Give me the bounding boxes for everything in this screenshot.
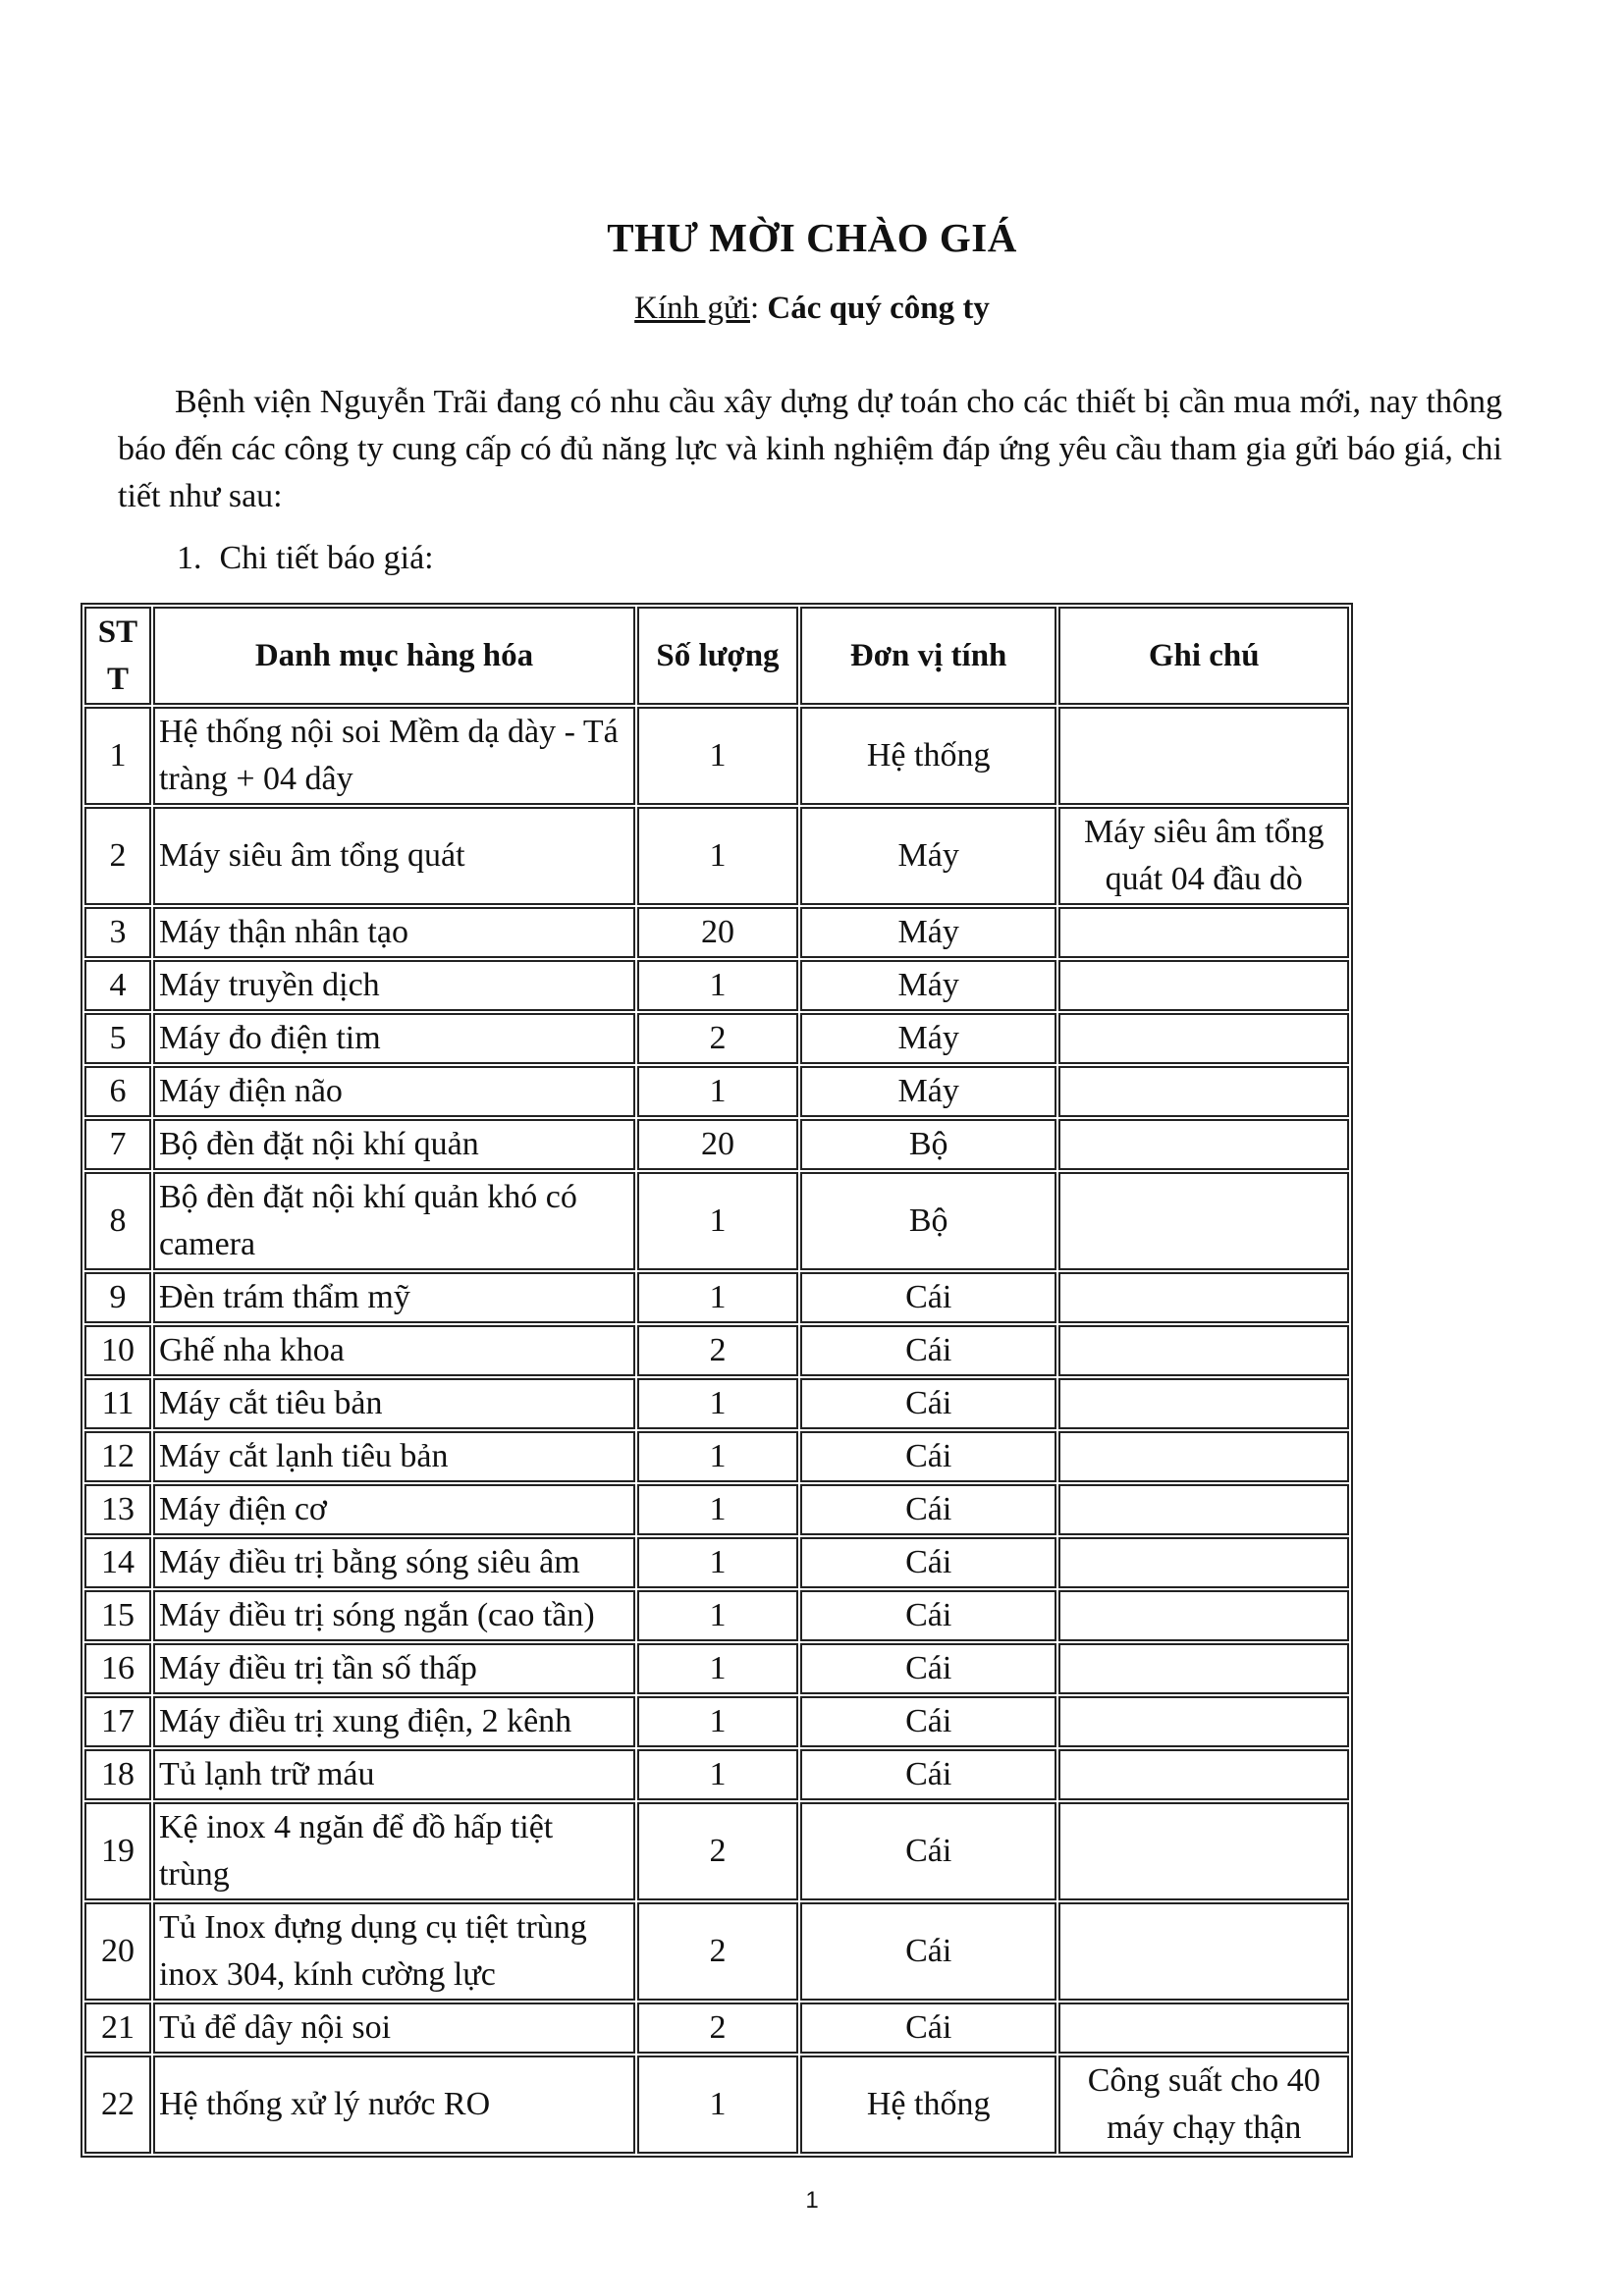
cell-stt: 9 (84, 1272, 151, 1323)
cell-unit: Cái (800, 1590, 1057, 1641)
cell-note (1058, 1013, 1349, 1064)
cell-unit: Hệ thống (800, 707, 1057, 805)
cell-quantity: 1 (637, 2056, 798, 2154)
cell-stt: 16 (84, 1643, 151, 1694)
cell-quantity: 1 (637, 1378, 798, 1429)
table-row (84, 1431, 1349, 1482)
cell-stt: 18 (84, 1749, 151, 1800)
cell-note: Công suất cho 40 máy chạy thận (1058, 2056, 1349, 2154)
cell-quantity: 20 (637, 1119, 798, 1170)
section-heading (177, 540, 434, 577)
cell-quantity: 2 (637, 1013, 798, 1064)
cell-note (1058, 1378, 1349, 1429)
cell-unit: Cái (800, 1325, 1057, 1376)
cell-stt: 21 (84, 2002, 151, 2054)
table-row (84, 2056, 1349, 2154)
table-row (84, 807, 1349, 905)
header-note: Ghi chú (1058, 607, 1349, 705)
header-stt: ST T (84, 607, 151, 705)
cell-quantity: 1 (637, 1272, 798, 1323)
cell-quantity: 1 (637, 807, 798, 905)
cell-note (1058, 1749, 1349, 1800)
cell-item: Máy truyền dịch (153, 960, 635, 1011)
cell-quantity: 2 (637, 1325, 798, 1376)
table-row (84, 1325, 1349, 1376)
table-row (84, 1272, 1349, 1323)
greeting-label: Kính gửi (634, 291, 750, 326)
cell-unit: Máy (800, 807, 1057, 905)
greeting-recipient: Các quý công ty (767, 291, 990, 326)
cell-item: Bộ đèn đặt nội khí quản khó có camera (153, 1172, 635, 1270)
cell-unit: Máy (800, 1013, 1057, 1064)
header-item: Danh mục hàng hóa (153, 607, 635, 705)
page-number: 1 (805, 2187, 819, 2214)
cell-quantity: 1 (637, 707, 798, 805)
table-row (84, 707, 1349, 805)
cell-note (1058, 1802, 1349, 1900)
cell-item: Ghế nha khoa (153, 1325, 635, 1376)
cell-note (1058, 1484, 1349, 1535)
cell-quantity: 20 (637, 907, 798, 958)
cell-quantity: 1 (637, 1537, 798, 1588)
cell-item: Máy cắt lạnh tiêu bản (153, 1431, 635, 1482)
cell-note (1058, 1902, 1349, 2001)
cell-quantity: 2 (637, 1902, 798, 2001)
cell-stt: 6 (84, 1066, 151, 1117)
cell-note: Máy siêu âm tổng quát 04 đầu dò (1058, 807, 1349, 905)
cell-item: Hệ thống nội soi Mềm dạ dày - Tá tràng + 04 dây (153, 707, 635, 805)
document-title: THƯ MỜI CHÀO GIÁ (607, 215, 1017, 260)
cell-stt: 7 (84, 1119, 151, 1170)
table-row (84, 907, 1349, 958)
cell-note (1058, 1431, 1349, 1482)
header-unit: Đơn vị tính (800, 607, 1057, 705)
header-quantity: Số lượng (637, 607, 798, 705)
cell-unit: Cái (800, 1537, 1057, 1588)
cell-item: Đèn trám thẩm mỹ (153, 1272, 635, 1323)
cell-unit: Cái (800, 1802, 1057, 1900)
cell-stt: 13 (84, 1484, 151, 1535)
cell-item: Kệ inox 4 ngăn để đồ hấp tiệt trùng (153, 1802, 635, 1900)
cell-note (1058, 1696, 1349, 1747)
cell-stt: 8 (84, 1172, 151, 1270)
table-row (84, 1902, 1349, 2001)
cell-unit: Máy (800, 960, 1057, 1011)
table-row (84, 1378, 1349, 1429)
cell-quantity: 1 (637, 1643, 798, 1694)
cell-item: Máy điều trị tần số thấp (153, 1643, 635, 1694)
table-row (84, 1643, 1349, 1694)
cell-note (1058, 1272, 1349, 1323)
quote-table (81, 603, 1353, 2158)
intro-paragraph: Bệnh viện Nguyễn Trãi đang có nhu cầu xây dựng dự toán cho các thiết bị cần mua mới, nay thông báo đến các công ty cung cấp có đủ năng lực và kinh nghiệm đáp ứng yêu cầu tham gia gửi báo giá, chi tiết như sau: (118, 384, 1502, 514)
cell-stt: 19 (84, 1802, 151, 1900)
cell-stt: 4 (84, 960, 151, 1011)
cell-stt: 10 (84, 1325, 151, 1376)
cell-item: Máy thận nhân tạo (153, 907, 635, 958)
cell-stt: 5 (84, 1013, 151, 1064)
cell-stt: 3 (84, 907, 151, 958)
cell-stt: 20 (84, 1902, 151, 2001)
cell-stt: 1 (84, 707, 151, 805)
cell-stt: 11 (84, 1378, 151, 1429)
cell-unit: Cái (800, 1431, 1057, 1482)
cell-quantity: 1 (637, 1749, 798, 1800)
cell-note (1058, 1643, 1349, 1694)
cell-unit: Bộ (800, 1119, 1057, 1170)
cell-quantity: 1 (637, 960, 798, 1011)
cell-quantity: 1 (637, 1431, 798, 1482)
table-row (84, 1119, 1349, 1170)
greeting-line (0, 291, 1624, 327)
cell-stt: 2 (84, 807, 151, 905)
cell-item: Máy cắt tiêu bản (153, 1378, 635, 1429)
cell-stt: 12 (84, 1431, 151, 1482)
cell-stt: 17 (84, 1696, 151, 1747)
cell-note (1058, 1590, 1349, 1641)
cell-unit: Cái (800, 1696, 1057, 1747)
cell-unit: Cái (800, 2002, 1057, 2054)
table-row (84, 1802, 1349, 1900)
cell-note (1058, 2002, 1349, 2054)
cell-stt: 14 (84, 1537, 151, 1588)
cell-note (1058, 1537, 1349, 1588)
cell-quantity: 2 (637, 1802, 798, 1900)
cell-quantity: 1 (637, 1484, 798, 1535)
cell-note (1058, 1325, 1349, 1376)
cell-unit: Cái (800, 1484, 1057, 1535)
cell-unit: Hệ thống (800, 2056, 1057, 2154)
greeting-separator: : (749, 291, 760, 326)
cell-stt: 15 (84, 1590, 151, 1641)
cell-item: Tủ Inox đựng dụng cụ tiệt trùng inox 304, kính cường lực (153, 1902, 635, 2001)
table-row (84, 1590, 1349, 1641)
cell-unit: Cái (800, 1378, 1057, 1429)
table-row (84, 1484, 1349, 1535)
cell-item: Máy điều trị bằng sóng siêu âm (153, 1537, 635, 1588)
cell-quantity: 1 (637, 1172, 798, 1270)
cell-item: Máy điều trị xung điện, 2 kênh (153, 1696, 635, 1747)
cell-item: Máy điện cơ (153, 1484, 635, 1535)
table-header-row (84, 607, 1349, 705)
cell-note (1058, 1119, 1349, 1170)
table-row (84, 2002, 1349, 2054)
table-row (84, 1749, 1349, 1800)
table-row (84, 1013, 1349, 1064)
cell-unit: Cái (800, 1749, 1057, 1800)
cell-note (1058, 907, 1349, 958)
cell-item: Máy siêu âm tổng quát (153, 807, 635, 905)
cell-note (1058, 707, 1349, 805)
section-title: Chi tiết báo giá: (219, 540, 434, 576)
cell-stt: 22 (84, 2056, 151, 2154)
cell-unit: Bộ (800, 1172, 1057, 1270)
cell-item: Hệ thống xử lý nước RO (153, 2056, 635, 2154)
cell-item: Tủ để dây nội soi (153, 2002, 635, 2054)
cell-note (1058, 1172, 1349, 1270)
cell-unit: Cái (800, 1272, 1057, 1323)
cell-item: Máy đo điện tim (153, 1013, 635, 1064)
cell-quantity: 2 (637, 2002, 798, 2054)
cell-note (1058, 1066, 1349, 1117)
cell-item: Bộ đèn đặt nội khí quản (153, 1119, 635, 1170)
cell-item: Máy điều trị sóng ngắn (cao tần) (153, 1590, 635, 1641)
cell-unit: Máy (800, 1066, 1057, 1117)
cell-unit: Cái (800, 1902, 1057, 2001)
cell-item: Máy điện não (153, 1066, 635, 1117)
table-row (84, 1537, 1349, 1588)
cell-unit: Cái (800, 1643, 1057, 1694)
cell-quantity: 1 (637, 1066, 798, 1117)
section-number: 1. (177, 540, 202, 576)
table-row (84, 1172, 1349, 1270)
table-row (84, 1696, 1349, 1747)
table-row (84, 1066, 1349, 1117)
cell-item: Tủ lạnh trữ máu (153, 1749, 635, 1800)
cell-unit: Máy (800, 907, 1057, 958)
cell-quantity: 1 (637, 1590, 798, 1641)
table-row (84, 960, 1349, 1011)
cell-quantity: 1 (637, 1696, 798, 1747)
cell-note (1058, 960, 1349, 1011)
